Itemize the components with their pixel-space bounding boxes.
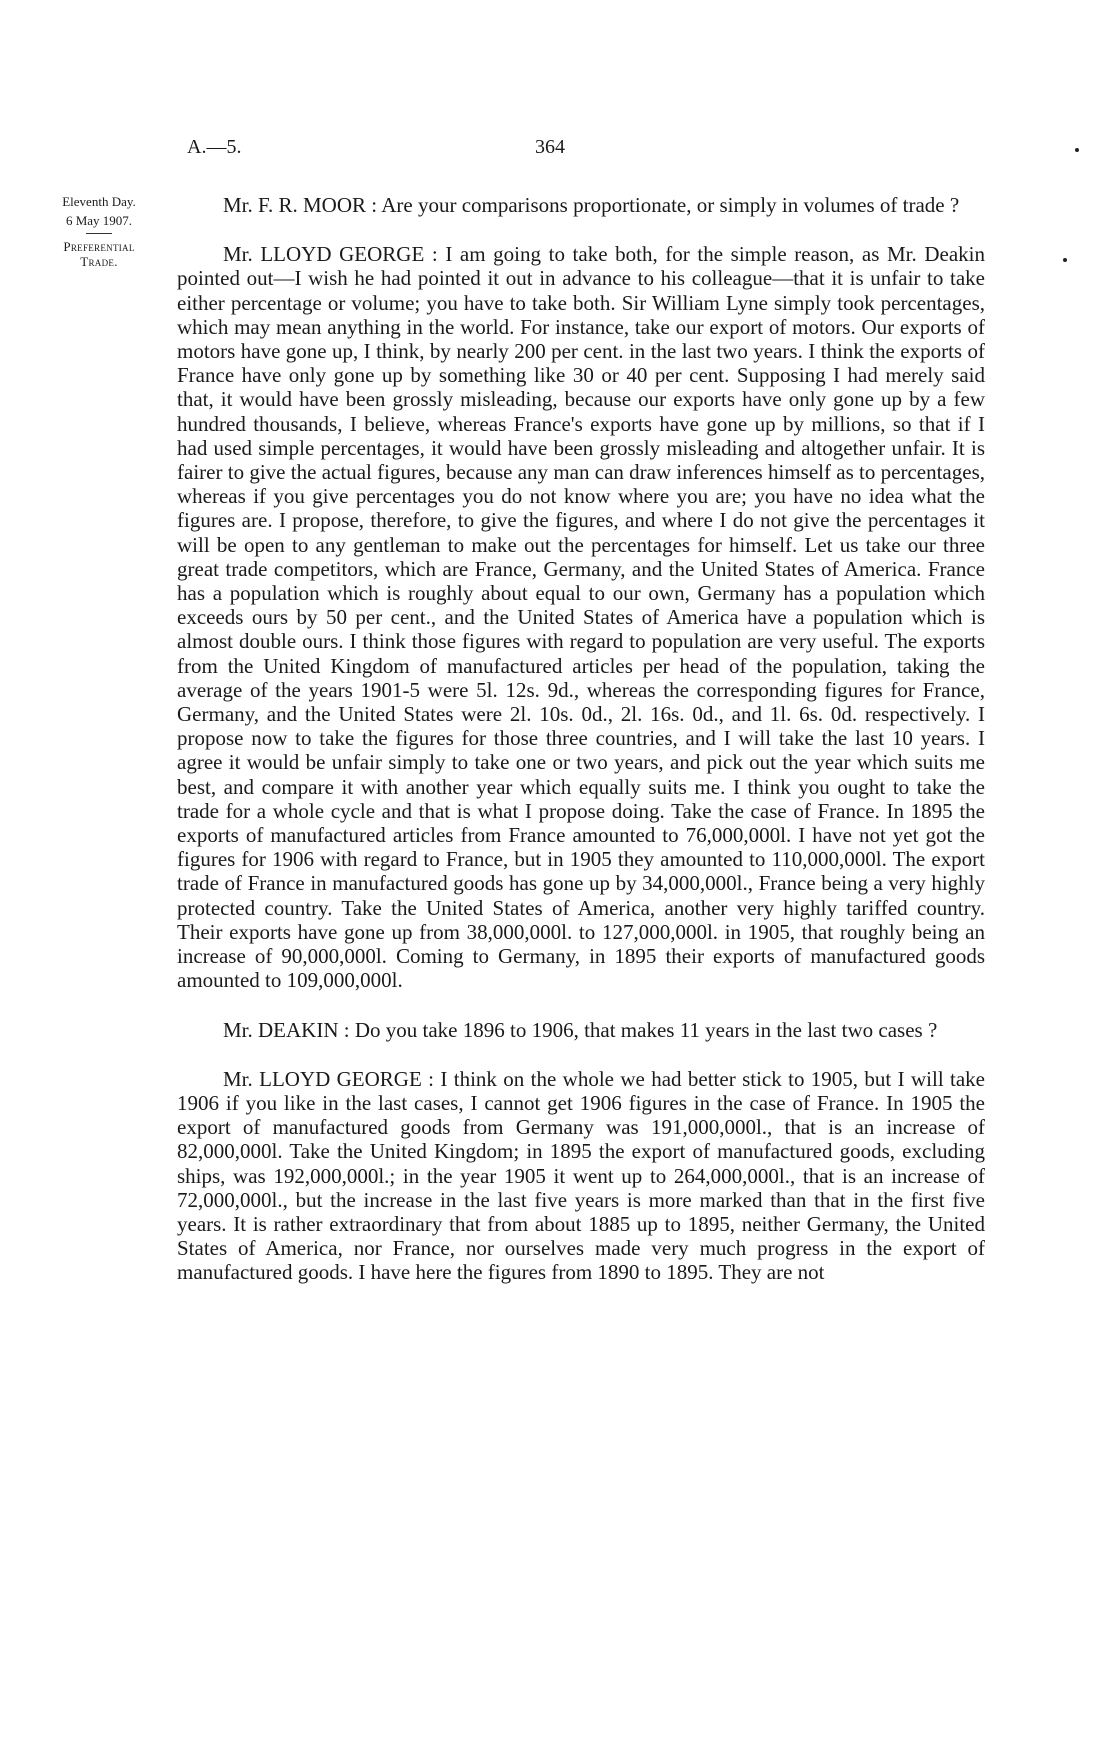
speaker-name: Mr. F. R. MOOR [223, 193, 367, 217]
paragraph-text: I am going to take both, for the simple reason, as Mr. Deakin pointed out—I wish he had pointed it out in advance to his colleague—that it is unfair to take either percentage or volume; you have to take both. Sir William Lyne simply took percentages, which may mean anything in the world. For instance, take our export of motors. Our exports of motors have gone up, I think, by nearly 200 per cent. in the last two years. I think the exports of France have only gone up by something like 30 or 40 per cent. Supposing I had merely said that, it would have been grossly misleading, because our exports have only gone up by a few hundred thousands, I believe, whereas France's exports have gone up by millions, so that if I had used simple percentages, it would have been grossly misleading and altogether unfair. It is fairer to give the actual figures, because any man can draw inferences himself as to percentages, whereas if you give percentages you do not know where you are; you have no idea what the figures are. I propose, therefore, to give the figures, and where I do not give the percentages it will be open to any gentleman to make out the percentages for himself. Let us take our three great trade competitors, which are France, Germany, and the United States of America. France has a population which is roughly about equal to our own, Germany has a population which exceeds ours by 50 per cent., and the United States of America have a population which is almost double ours. I think those figures with regard to population are very useful. The exports from the United Kingdom of manufactured articles per head of the population, taking the average of the years 1901-5 were 5l. 12s. 9d., whereas the corresponding figures for France, Germany, and the United States were 2l. 10s. 0d., 2l. 16s. 0d., and 1l. 6s. 0d. respectively. I propose now to take the figures for those three countries, and I will take the last 10 years. I agree it would be unfair simply to take one or two years, and pick out the year which suits me best, and compare it with another year which equally suits me. I think you ought to take the trade for a whole cycle and that is what I propose doing. Take the case of France. In 1895 the exports of manufactured articles from France amounted to 76,000,000l. I have not yet got the figures for 1906 with regard to France, but in 1905 they amounted to 110,000,000l. The export trade of France in manufactured goods has gone up by 34,000,000l., France being a very highly protected country. Take the United States of America, another very highly tariffed country. Their exports have gone up from 38,000,000l. to 127,000,000l. in 1905, that roughly being an increase of 90,000,000l. Coming to Germany, in 1895 their exports of manufactured goods amounted to 109,000,000l. [177, 242, 985, 993]
margin-date: 6 May 1907. [65, 213, 133, 228]
speaker-name: Mr. LLOYD GEORGE [223, 242, 425, 267]
paragraph-text: Do you take 1896 to 1906, that makes 11 years in the last two cases ? [354, 1017, 938, 1042]
speck-mark [1075, 148, 1079, 152]
speck-mark [1063, 258, 1067, 262]
paragraph: Mr. LLOYD GEORGE : I am going to take both, for the simple reason, as Mr. Deakin pointed out—I wish he had pointed it out in advance to his colleague—that it is unfair to take either percentage or volume; you have to take both. Sir William Lyne simply took percentages, which may mean anything in the world. For instance, take our export of motors. Our exports of motors have gone up, I think, by nearly 200 per cent. in the last two years. I think the exports of France have only gone up by something like 30 or 40 per cent. Supposing I had merely said that, it would have been grossly misleading, because our exports have only gone up by a few hundred thousands, I believe, whereas France's exports have gone up by millions, so that if I had used simple percentages, it would have been grossly misleading and altogether unfair. It is fairer to give the actual figures, because any man can draw inferences himself as to percentages, whereas if you give percentages you do not know where you are; you have no idea what the figures are. I propose, therefore, to give the figures, and where I do not give the percentages it will be open to any gentleman to make out the percentages for himself. Let us take our three great trade competitors, which are France, Germany, and the United States of America. France has a population which is roughly about equal to our own, Germany has a population which exceeds ours by 50 per cent., and the United States of America have a population which is almost double ours. I think those figures with regard to population are very useful. The exports from the United Kingdom of manufactured articles per head of the population, taking the average of the years 1901-5 were 5l. 12s. 9d., whereas the corresponding figures for France, Germany, and the United States were 2l. 10s. 0d., 2l. 16s. 0d., and 1l. 6s. 0d. respectively. I propose now to take the figures for those three countries, and I will take the last 10 years. I agree it would be unfair simply to take one or two years, and pick out the year which suits me best, and compare it with another year which equally suits me. I think you ought to take the trade for a whole cycle and that is what I propose doing. Take the case of France. In 1895 the exports of manufactured articles from France amounted to 76,000,000l. I have not yet got the figures for 1906 with regard to France, but in 1905 they amounted to 110,000,000l. The export trade of France in manufactured goods has gone up by 34,000,000l., France being a very highly protected country. Take the United States of America, another very highly tariffed country. Their exports have gone up from 38,000,000l. to 127,000,000l. in 1905, that roughly being an increase of 90,000,000l. Coming to Germany, in 1895 their exports of manufactured goods amounted to 109,000,000l. [177, 242, 985, 993]
speaker-name: Mr. DEAKIN [223, 1017, 339, 1042]
margin-day: Eleventh Day. [62, 194, 136, 209]
page-number: 364 [535, 136, 565, 158]
margin-subject-line2: Trade. [80, 254, 118, 269]
header-left: A.—5. [187, 136, 242, 158]
speaker-name: Mr. LLOYD GEORGE [223, 1066, 422, 1091]
paragraph: Mr. LLOYD GEORGE : I think on the whole we had better stick to 1905, but I will take 1906 if you like in the last cases, I cannot get 1906 figures in the case of France. In 1905 the export of manufactured goods from Germany was 191,000,000l., that is an increase of 82,000,000l. Take the United Kingdom; in 1895 the export of manufactured goods, excluding ships, was 192,000,000l.; in the year 1905 it went up to 264,000,000l., that is an increase of 72,000,000l., but the increase in the last five years is more marked than that in the first five years. It is rather extraordinary that from about 1885 up to 1895, neither Germany, the United States of America, nor France, nor ourselves made very much progress in the export of manufactured goods. I have here the figures from 1890 to 1895. They are not [177, 1066, 985, 1285]
paragraph: Mr. F. R. MOOR : Are your comparisons proportionate, or simply in volumes of trade ? [223, 193, 960, 217]
paragraph-text: I think on the whole we had better stick to 1905, but I will take 1906 if you like in the last cases, I cannot get 1906 figures in the case of France. In 1905 the export of manufactured goods from Germany was 191,000,000l., that is an increase of 82,000,000l. Take the United Kingdom; in 1895 the export of manufactured goods, excluding ships, was 192,000,000l.; in the year 1905 it went up to 264,000,000l., that is an increase of 72,000,000l., but the increase in the last five years is more marked than that in the first five years. It is rather extraordinary that from about 1885 up to 1895, neither Germany, the United States of America, nor France, nor ourselves made very much progress in the export of manufactured goods. I have here the figures from 1890 to 1895. They are not [177, 1066, 985, 1285]
margin-note [34, 192, 164, 269]
paragraph: Mr. DEAKIN : Do you take 1896 to 1906, that makes 11 years in the last two cases ? [223, 1017, 938, 1042]
transcript-body [177, 193, 985, 1310]
margin-subject-line1: Preferential [63, 239, 135, 254]
paragraph-text: Are your comparisons proportionate, or simply in volumes of trade ? [381, 193, 960, 217]
margin-rule [86, 233, 112, 234]
